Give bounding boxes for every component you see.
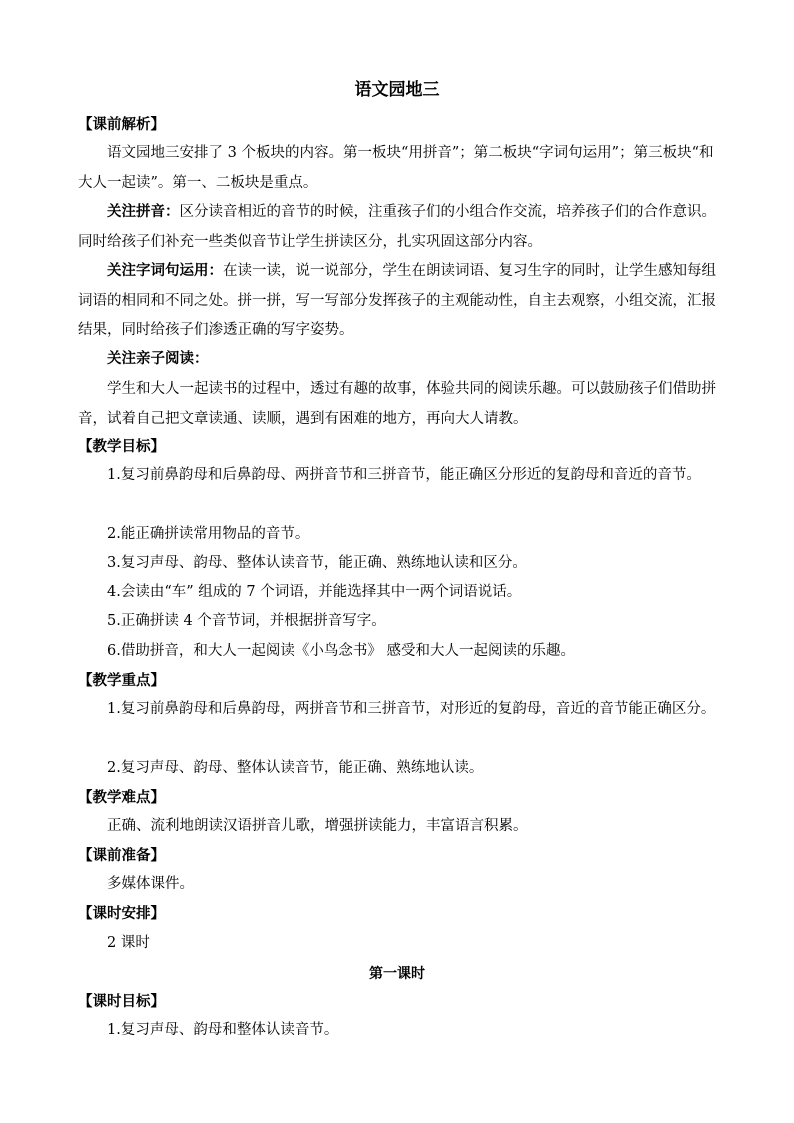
analysis-paragraph-reading: 学生和大人一起读书的过程中，透过有趣的故事，体验共同的阅读乐趣。可以鼓励孩子们借助拼音，试着自己把文章读通、读顺，遇到有困难的地方，再向大人请教。 [78, 381, 716, 427]
lesson-title: 第一课时 [369, 966, 425, 982]
schedule-text: 2 课时 [107, 935, 150, 951]
section-heading-key-points: 【教学重点】 [78, 673, 165, 689]
section-heading-analysis: 【课前解析】 [78, 117, 165, 133]
analysis-paragraph-reading-label [78, 345, 718, 375]
key-point-item-2: 2.复习声母、韵母、整体认读音节，能正确、熟练地认读。 [107, 760, 484, 776]
section-heading-lesson-goals: 【课时目标】 [78, 994, 165, 1010]
label-reading: 关注亲子阅读： [107, 351, 209, 367]
difficulties-text: 正确、流利地朗读汉语拼音儿歌，增强拼读能力，丰富语言积累。 [107, 818, 528, 834]
text-pinyin: 区分读音相近的音节的时候，注重孩子们的小组合作交流，培养孩子们的合作意识。同时给孩子们补充一些类似音节让学生拼读区分，扎实巩固这部分内容。 [78, 204, 716, 250]
preparation-text: 多媒体课件。 [107, 876, 194, 892]
goal-item-5: 5.正确拼读 4 个音节词，并根据拼音写字。 [107, 613, 386, 629]
page-title: 语文园地三 [354, 80, 440, 100]
text-words: 在读一读，说一说部分，学生在朗读词语、复习生字的同时，让学生感知每组词语的相同和不同之处。拼一拼，写一写部分发挥孩子的主观能动性，自主去观察，小组交流，汇报结果，同时给孩子们渗透正确的写字姿势。 [78, 263, 716, 338]
key-point-item-1: 1.复习前鼻韵母和后鼻韵母，两拼音节和三拼音节，对形近的复韵母，音近的音节能正确区分。 [107, 701, 716, 717]
section-heading-preparation: 【课前准备】 [78, 848, 165, 864]
goal-item-6: 6.借助拼音，和大人一起阅读《小鸟念书》 感受和大人一起阅读的乐趣。 [107, 643, 575, 659]
section-heading-difficulties: 【教学难点】 [78, 790, 165, 806]
analysis-paragraph-intro: 语文园地三安排了 3 个板块的内容。第一板块“用拼音”；第二板块“字词句运用”；第三板块“和大人一起读”。第一、二板块是重点。 [78, 145, 714, 191]
analysis-paragraph-pinyin [78, 198, 718, 257]
goal-item-1: 1.复习前鼻韵母和后鼻韵母、两拼音节和三拼音节，能正确区分形近的复韵母和音近的音节。 [107, 467, 701, 483]
section-heading-goals: 【教学目标】 [78, 439, 165, 455]
section-heading-schedule: 【课时安排】 [78, 906, 165, 922]
goal-item-2: 2.能正确拼读常用物品的音节。 [107, 526, 310, 542]
label-words: 关注字词句运用： [107, 263, 223, 279]
goal-item-3: 3.复习声母、韵母、整体认读音节，能正确、熟练地认读和区分。 [107, 555, 527, 571]
label-pinyin: 关注拼音： [107, 204, 180, 220]
lesson-goal-item-1: 1.复习声母、韵母和整体认读音节。 [107, 1022, 339, 1038]
goal-item-4: 4.会读由“车” 组成的 7 个词语，并能选择其中一两个词语说话。 [107, 584, 522, 600]
analysis-paragraph-words [78, 257, 718, 346]
